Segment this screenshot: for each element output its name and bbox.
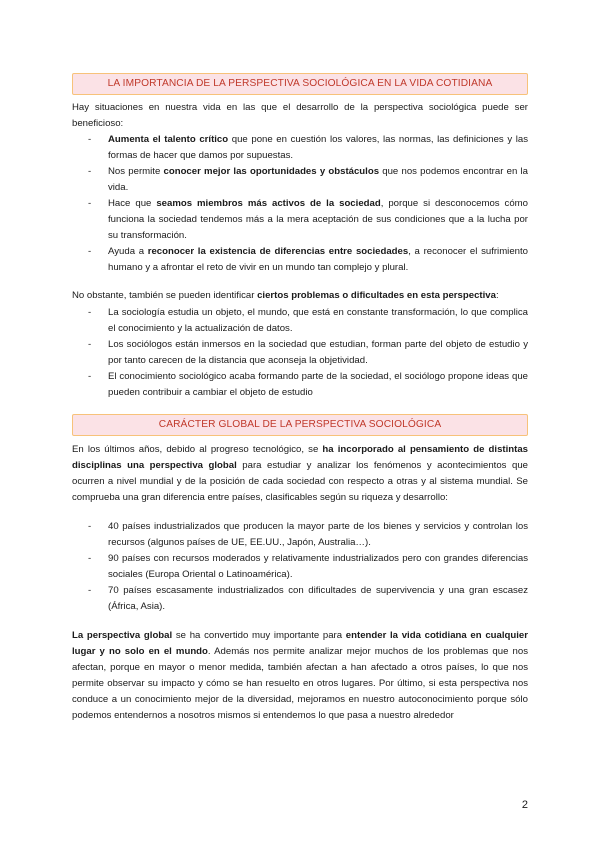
intro-paragraph: Hay situaciones en nuestra vida en las que el desarrollo de la perspectiva sociológica puede ser beneficioso:	[72, 102, 528, 129]
list-item: - Los sociólogos están inmersos en la sociedad que estudian, forman parte del objeto de estudio y por tanto carecen de la distancia que aconseja la objetividad.	[72, 337, 528, 369]
list-item: - 90 países con recursos moderados y relativamente industrializados pero con grandes diferencias sociales (Europa Oriental o Latinoamérica).	[72, 551, 528, 583]
benefits-list	[72, 132, 528, 276]
closing-paragraph: La perspectiva global se ha convertido muy importante para entender la vida cotidiana en cualquier lugar y no solo en el mundo. Además nos permite analizar mejor muchos de los problemas que nos afectan, porque en mayor o menor medida, también afectan a han afectado a otros países, lo que nos permite observar su impacto y cómo se han resuelto en otros lugares. Por último, si esta perspectiva nos conduce a un conocimiento mejor de la diversidad, mejoramos en nuestro autoconocimiento porque sólo podemos entendernos a nosotros mismos si entendemos lo que pasa a nuestro alrededor	[72, 630, 528, 721]
problems-paragraph: No obstante, también se pueden identificar ciertos problemas o dificultades en esta perspectiva:	[72, 290, 499, 301]
list-item: - El conocimiento sociológico acaba formando parte de la sociedad, el sociólogo propone ideas que pueden contribuir a cambiar el objeto de estudio	[72, 369, 528, 401]
global-intro-paragraph: En los últimos años, debido al progreso tecnológico, se ha incorporado al pensamiento de distintas disciplinas una perspectiva global para estudiar y analizar los fenómenos y acontecimientos que ocurren a nivel mundial y de la posición de cada sociedad con respecto a otras y al sistema mundial. Se comprueba una gran diferencia entre países, clasificables según su riqueza y desarrollo:	[72, 444, 528, 503]
list-item: - Hace que seamos miembros más activos de la sociedad, porque si desconocemos cómo funciona la sociedad tendemos más a la mera aceptación de sus condiciones que a la lucha por su transformación.	[72, 196, 528, 244]
list-item: - Ayuda a reconocer la existencia de diferencias entre sociedades, a reconocer el sufrimiento humano y a afrontar el reto de vivir en un mundo tan complejo y plural.	[72, 244, 528, 276]
section-heading-global: CARÁCTER GLOBAL DE LA PERSPECTIVA SOCIOLÓGICA	[72, 414, 528, 436]
list-item: - Aumenta el talento crítico que pone en cuestión los valores, las normas, las definiciones y las formas de hacer que damos por supuestas.	[72, 132, 528, 164]
page-number: 2	[521, 799, 528, 811]
list-item: - La sociología estudia un objeto, el mundo, que está en constante transformación, lo que complica el conocimiento y la actualización de datos.	[72, 305, 528, 337]
countries-list	[72, 519, 528, 615]
list-item: - 70 países escasamente industrializados con dificultades de supervivencia y una gran escasez (África, Asia).	[72, 583, 528, 615]
problems-list	[72, 305, 528, 401]
list-item: - Nos permite conocer mejor las oportunidades y obstáculos que nos podemos encontrar en la vida.	[72, 164, 528, 196]
section-heading-importance: LA IMPORTANCIA DE LA PERSPECTIVA SOCIOLÓGICA EN LA VIDA COTIDIANA	[72, 73, 528, 95]
list-item: - 40 países industrializados que producen la mayor parte de los bienes y servicios y controlan los recursos (algunos países de UE, EE.UU., Japón, Australia…).	[72, 519, 528, 551]
